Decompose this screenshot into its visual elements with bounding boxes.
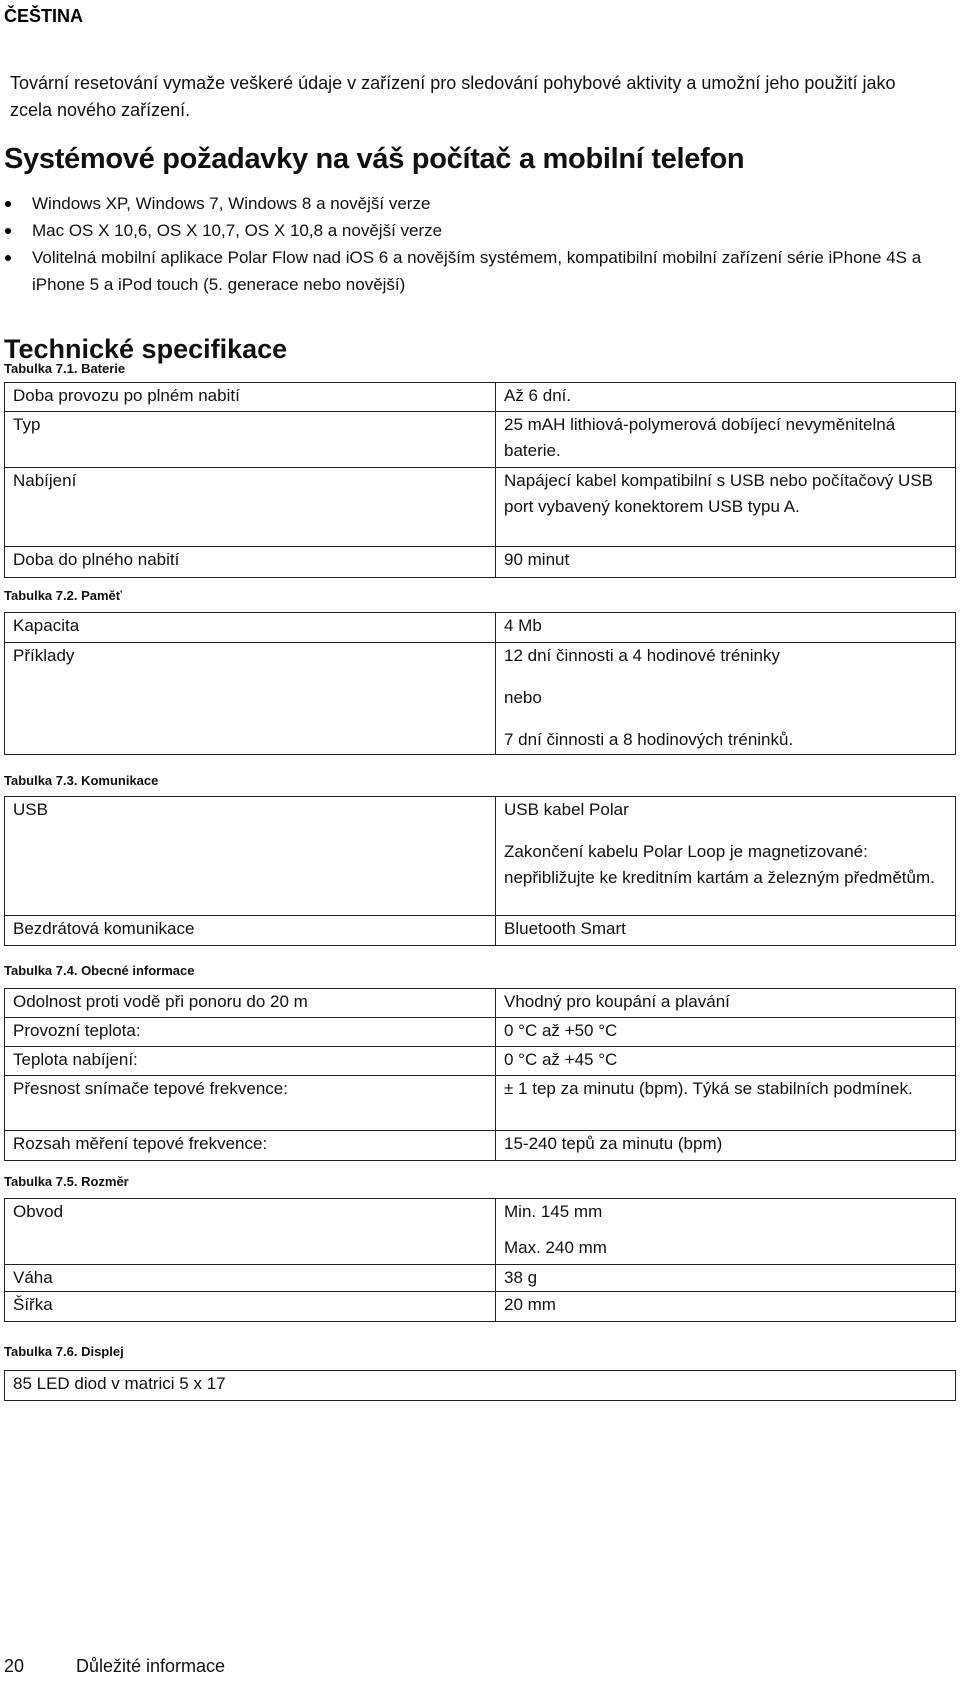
table-row	[5, 1018, 956, 1047]
table-cell: Vhodný pro koupání a plavání	[496, 989, 956, 1018]
table-cell	[496, 643, 956, 755]
table-row	[5, 412, 956, 468]
display-table-caption: Tabulka 7.6. Displej	[4, 1344, 124, 1359]
table-cell: Napájecí kabel kompatibilní s USB nebo počítačový USB port vybavený konektorem USB typu A.	[496, 468, 956, 547]
table-cell: Příklady	[5, 643, 496, 755]
memory-example-or: nebo	[504, 688, 542, 707]
table-row	[5, 643, 956, 755]
table-row	[5, 468, 956, 547]
table-row	[5, 383, 956, 412]
table-row	[5, 1131, 956, 1161]
table-row	[5, 1199, 956, 1265]
table-cell: Typ	[5, 412, 496, 468]
general-table	[4, 988, 956, 1161]
table-cell: Teplota nabíjení:	[5, 1047, 496, 1076]
battery-table-caption: Tabulka 7.1. Baterie	[4, 361, 126, 376]
memory-example-2: 7 dní činnosti a 8 hodinových tréninků.	[504, 730, 794, 749]
list-item: Windows XP, Windows 7, Windows 8 a novější verze	[0, 190, 960, 217]
table-cell: Přesnost snímače tepové frekvence:	[5, 1076, 496, 1131]
specs-heading: Technické specifikace	[4, 334, 288, 364]
table-cell	[496, 1199, 956, 1265]
table-cell: 90 minut	[496, 547, 956, 578]
dimensions-table-caption: Tabulka 7.5. Rozměr	[4, 1174, 129, 1189]
table-row	[5, 1047, 956, 1076]
table-cell: 38 g	[496, 1265, 956, 1292]
table-cell: Šířka	[5, 1292, 496, 1322]
language-label: ČEŠTINA	[4, 6, 84, 26]
table-cell: 25 mAH lithiová-polymerová dobíjecí nevyměnitelná baterie.	[496, 412, 956, 468]
table-cell: Bluetooth Smart	[496, 916, 956, 946]
table-cell: 4 Mb	[496, 613, 956, 643]
intro-paragraph: Tovární resetování vymaže veškeré údaje v zařízení pro sledování pohybové aktivity a umožní jeho použití jako zcela nového zařízení.	[10, 73, 896, 120]
table-row	[5, 916, 956, 946]
table-row	[5, 547, 956, 578]
usb-note: Zakončení kabelu Polar Loop je magnetizované: nepřibližujte ke kreditním kartám a železným předmětům.	[504, 842, 935, 887]
table-cell: USB	[5, 797, 496, 916]
page-number: 20	[4, 1656, 25, 1676]
table-cell: ± 1 tep za minutu (bpm). Týká se stabilních podmínek.	[496, 1076, 956, 1131]
table-cell: Doba provozu po plném nabití	[5, 383, 496, 412]
memory-example-1: 12 dní činnosti a 4 hodinové tréninky	[504, 646, 780, 665]
table-cell: Nabíjení	[5, 468, 496, 547]
table-cell: 20 mm	[496, 1292, 956, 1322]
table-row	[5, 1076, 956, 1131]
table-row	[5, 797, 956, 916]
general-table-caption: Tabulka 7.4. Obecné informace	[4, 963, 195, 978]
requirements-heading: Systémové požadavky na váš počítač a mobilní telefon	[4, 143, 745, 175]
battery-table	[4, 382, 956, 578]
footer-section-title: Důležité informace	[76, 1656, 226, 1676]
table-row	[5, 989, 956, 1018]
communication-table	[4, 796, 956, 946]
list-item: Mac OS X 10,6, OS X 10,7, OS X 10,8 a novější verze	[0, 217, 960, 244]
table-cell: 0 °C až +50 °C	[496, 1018, 956, 1047]
memory-table-caption: Tabulka 7.2. Paměť	[4, 588, 122, 603]
table-cell: Odolnost proti vodě při ponoru do 20 m	[5, 989, 496, 1018]
table-cell: 85 LED diod v matrici 5 x 17	[5, 1371, 956, 1401]
dimensions-table	[4, 1198, 956, 1322]
table-cell: Váha	[5, 1265, 496, 1292]
table-row	[5, 1265, 956, 1292]
table-cell: Bezdrátová komunikace	[5, 916, 496, 946]
table-cell: Až 6 dní.	[496, 383, 956, 412]
requirements-list	[0, 190, 960, 298]
usb-value: USB kabel Polar	[504, 800, 629, 819]
table-cell: Rozsah měření tepové frekvence:	[5, 1131, 496, 1161]
table-cell: Kapacita	[5, 613, 496, 643]
table-cell: 0 °C až +45 °C	[496, 1047, 956, 1076]
table-cell: Provozní teplota:	[5, 1018, 496, 1047]
circumference-max: Max. 240 mm	[504, 1238, 607, 1257]
communication-table-caption: Tabulka 7.3. Komunikace	[4, 773, 159, 788]
list-item: Volitelná mobilní aplikace Polar Flow nad iOS 6 a novějším systémem, kompatibilní mobilní zařízení série iPhone 4S a iPhone 5 a iPod touch (5. generace nebo novější)	[0, 244, 960, 298]
memory-table	[4, 612, 956, 755]
table-cell: Obvod	[5, 1199, 496, 1265]
table-row	[5, 1371, 956, 1401]
table-cell	[496, 797, 956, 916]
table-cell: 15-240 tepů za minutu (bpm)	[496, 1131, 956, 1161]
table-cell: Doba do plného nabití	[5, 547, 496, 578]
circumference-min: Min. 145 mm	[504, 1202, 603, 1221]
display-table	[4, 1370, 956, 1401]
table-row	[5, 1292, 956, 1322]
table-row	[5, 613, 956, 643]
